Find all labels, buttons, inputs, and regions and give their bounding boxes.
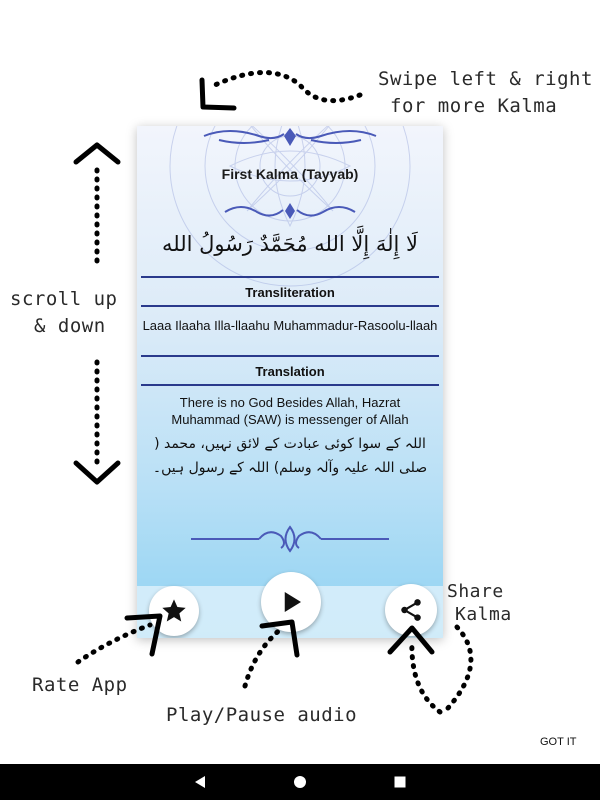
nav-back-button[interactable] [180,764,220,800]
home-circle-icon [293,775,307,789]
kalma-arabic-text: لَا إِلٰهَ إِلَّا الله مُحَمَّدٌ رَسُولُ الله [161,232,419,256]
title-ornament [221,200,359,222]
swipe-arrowhead [202,80,234,108]
scroll-up-arrowhead [76,145,118,162]
hint-swipe-line-2: for more Kalma [390,95,558,117]
hint-swipe-line-1: Swipe left & right [378,68,593,90]
hint-share-line-2: Kalma [455,604,512,625]
divider [141,384,439,386]
got-it-button[interactable]: GOT IT [540,736,577,748]
play-pause-button[interactable] [261,572,321,632]
play-icon [276,587,306,617]
transliteration-text: Laaa Ilaaha Illa-llaahu Muhammadur-Rasoolu-llaah [142,318,438,333]
translation-english-text: There is no God Besides Allah, Hazrat Muhammad (SAW) is messenger of Allah [171,395,409,427]
hint-share-line-1: Share [447,581,504,602]
rate-app-button[interactable] [149,586,199,636]
hint-play-label: Play/Pause audio [166,704,358,726]
star-icon [160,597,188,625]
nav-home-button[interactable] [280,764,320,800]
hint-scroll-label [10,286,135,340]
translation-urdu-text: اللہ کے سوا کوئی عبادت کے لائق نہیں، محمد ( صلی اللہ علیہ وآلہ وسلم) اللہ کے رسول ہیں۔ [152,436,428,476]
share-kalma-button[interactable] [385,584,437,636]
kalma-title: First Kalma (Tayyab) [221,166,359,182]
swipe-arrow-path [215,73,360,101]
transliteration-heading: Transliteration [245,285,335,300]
hint-swipe-label [378,66,593,120]
recent-square-icon [393,775,407,789]
hint-share-label [447,580,537,626]
share-arrow-path [412,625,471,712]
nav-recent-apps-button[interactable] [380,764,420,800]
hint-scroll-line-1: scroll up [10,288,118,310]
divider [141,305,439,307]
bottom-ornament [189,524,391,554]
hint-scroll-line-2: & down [34,315,106,337]
top-ornament [199,126,381,148]
system-navigation-bar [0,764,600,800]
translation-heading: Translation [255,364,325,379]
scroll-down-arrowhead [76,463,118,482]
hint-rate-label: Rate App [32,674,128,696]
share-icon [398,597,424,623]
back-triangle-icon [193,775,207,789]
kalma-card[interactable] [137,126,443,638]
divider [141,276,439,278]
divider [141,355,439,357]
